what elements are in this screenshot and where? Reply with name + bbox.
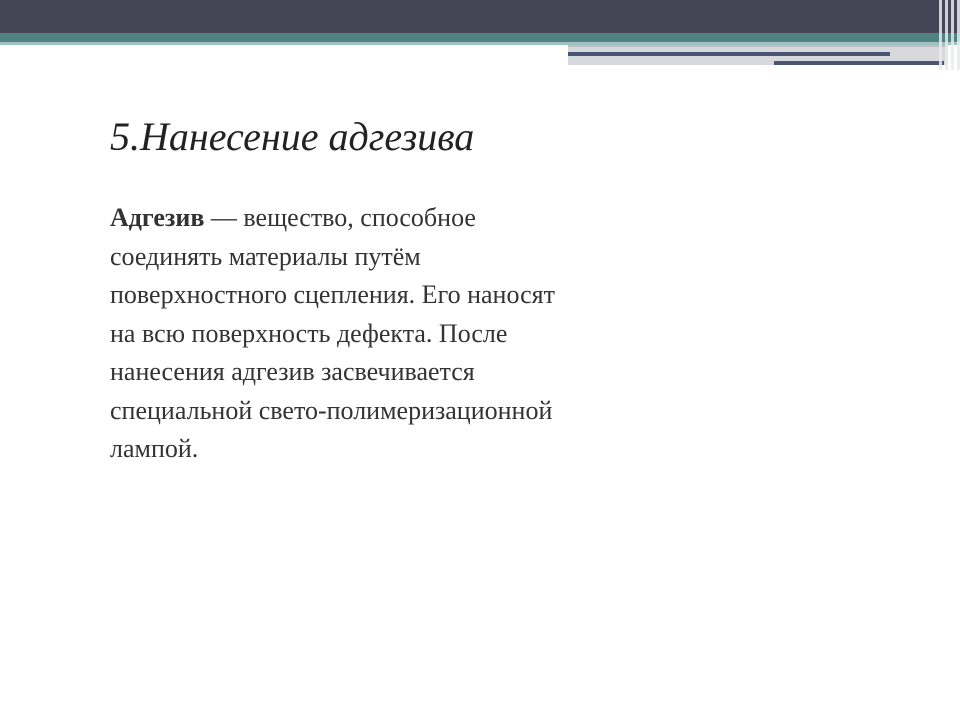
slide-title: 5.Нанесение адгезива	[110, 114, 475, 159]
header-band-dark	[0, 0, 960, 33]
header-accent-line	[568, 52, 890, 56]
term-adhesive: Адгезив	[110, 203, 205, 232]
body-line: поверхностного сцепления. Его наносят	[110, 280, 555, 309]
body-line: специальной свето-полимеризационной	[110, 395, 553, 425]
body-line	[110, 199, 750, 238]
header-band-teal	[0, 33, 960, 42]
header-stripe	[939, 0, 942, 70]
header-accent-line-short	[774, 61, 944, 65]
header-stripe	[945, 0, 948, 70]
body-line: соединять материалы путём	[110, 241, 421, 271]
definition-start: — вещество, способное	[204, 203, 476, 232]
body-line: нанесения адгезив засвечивается	[110, 357, 475, 386]
body-line: на всю поверхность дефекта. После	[110, 318, 508, 348]
header-grey-shadow	[568, 45, 948, 47]
slide-body	[110, 199, 750, 469]
body-line: лампой.	[110, 434, 199, 463]
header-stripes	[930, 0, 960, 70]
header-stripe	[951, 0, 954, 70]
